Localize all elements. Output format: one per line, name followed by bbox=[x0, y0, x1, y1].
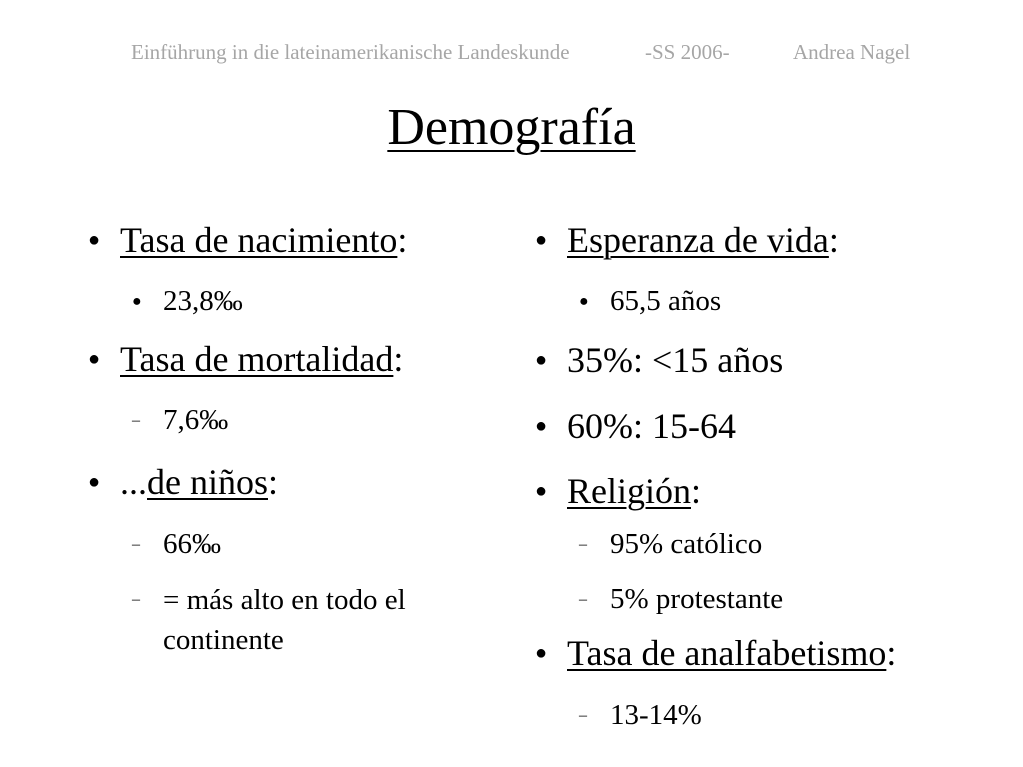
bullet-icon: ● bbox=[88, 348, 101, 370]
religion-protestant-item bbox=[579, 581, 975, 618]
child-mortality-value-item bbox=[132, 526, 488, 563]
birth-rate-colon: : bbox=[397, 220, 408, 260]
bullet-icon: ● bbox=[535, 480, 548, 502]
life-expectancy-value: 65,5 años bbox=[610, 285, 722, 317]
bullet-icon: ● bbox=[535, 349, 548, 371]
religion-label: Religión bbox=[567, 471, 691, 511]
bullet-icon: ● bbox=[535, 415, 548, 437]
bullet-icon: ● bbox=[88, 471, 101, 493]
mortality-rate-value: 7,6‰ bbox=[163, 404, 229, 436]
dash-bullet-icon: – bbox=[579, 707, 587, 724]
dash-bullet-icon: – bbox=[132, 412, 140, 429]
bullet-icon: ● bbox=[579, 293, 589, 310]
age-15-64-text: 60%: 15-64 bbox=[567, 406, 736, 446]
illiteracy-item bbox=[535, 631, 975, 675]
life-expectancy-label: Esperanza de vida bbox=[567, 220, 829, 260]
dash-bullet-icon: – bbox=[579, 536, 587, 553]
header-author: Andrea Nagel bbox=[793, 40, 911, 64]
illiteracy-colon: : bbox=[886, 633, 897, 673]
child-mortality-prefix: ... bbox=[120, 462, 147, 502]
life-expectancy-colon: : bbox=[828, 220, 839, 260]
mortality-rate-label: Tasa de mortalidad bbox=[120, 339, 394, 379]
dash-bullet-icon: – bbox=[579, 591, 587, 608]
age-under-15-item bbox=[535, 338, 975, 382]
religion-item bbox=[535, 469, 975, 513]
child-mortality-note-item bbox=[132, 580, 488, 660]
bullet-icon: ● bbox=[88, 229, 101, 251]
slide-title-text: Demografía bbox=[387, 99, 636, 156]
dash-bullet-icon: – bbox=[132, 536, 140, 553]
bullet-icon: ● bbox=[132, 293, 142, 310]
age-under-15-text: 35%: <15 años bbox=[567, 340, 784, 380]
child-mortality-item bbox=[88, 460, 488, 504]
bullet-icon: ● bbox=[535, 642, 548, 664]
child-mortality-colon: : bbox=[268, 462, 279, 502]
illiteracy-value-item bbox=[579, 697, 975, 734]
mortality-rate-value-item bbox=[132, 402, 488, 439]
dash-bullet-icon: – bbox=[132, 591, 140, 608]
birth-rate-item bbox=[88, 218, 488, 262]
right-column bbox=[535, 214, 975, 734]
mortality-rate-colon: : bbox=[393, 339, 404, 379]
illiteracy-label: Tasa de analfabetismo bbox=[567, 633, 887, 673]
age-15-64-item bbox=[535, 404, 975, 448]
life-expectancy-item bbox=[535, 218, 975, 262]
life-expectancy-value-item bbox=[579, 283, 975, 320]
religion-catholic: 95% católico bbox=[610, 528, 763, 560]
birth-rate-value: 23,8‰ bbox=[163, 285, 243, 317]
child-mortality-value: 66‰ bbox=[163, 528, 221, 560]
child-mortality-note: = más alto en todo el continente bbox=[163, 584, 406, 656]
religion-protestant: 5% protestante bbox=[610, 583, 784, 615]
header-course: Einführung in die lateinamerikanische Landeskunde bbox=[131, 40, 570, 64]
birth-rate-label: Tasa de nacimiento bbox=[120, 220, 398, 260]
bullet-icon: ● bbox=[535, 229, 548, 251]
religion-catholic-item bbox=[579, 526, 975, 563]
mortality-rate-item bbox=[88, 337, 488, 381]
header-term: -SS 2006- bbox=[645, 40, 730, 64]
birth-rate-value-item bbox=[132, 283, 488, 320]
child-mortality-label: de niños bbox=[147, 462, 268, 502]
left-column bbox=[88, 214, 488, 660]
religion-colon: : bbox=[691, 471, 702, 511]
illiteracy-value: 13-14% bbox=[610, 699, 702, 731]
slide-title bbox=[0, 96, 1023, 160]
